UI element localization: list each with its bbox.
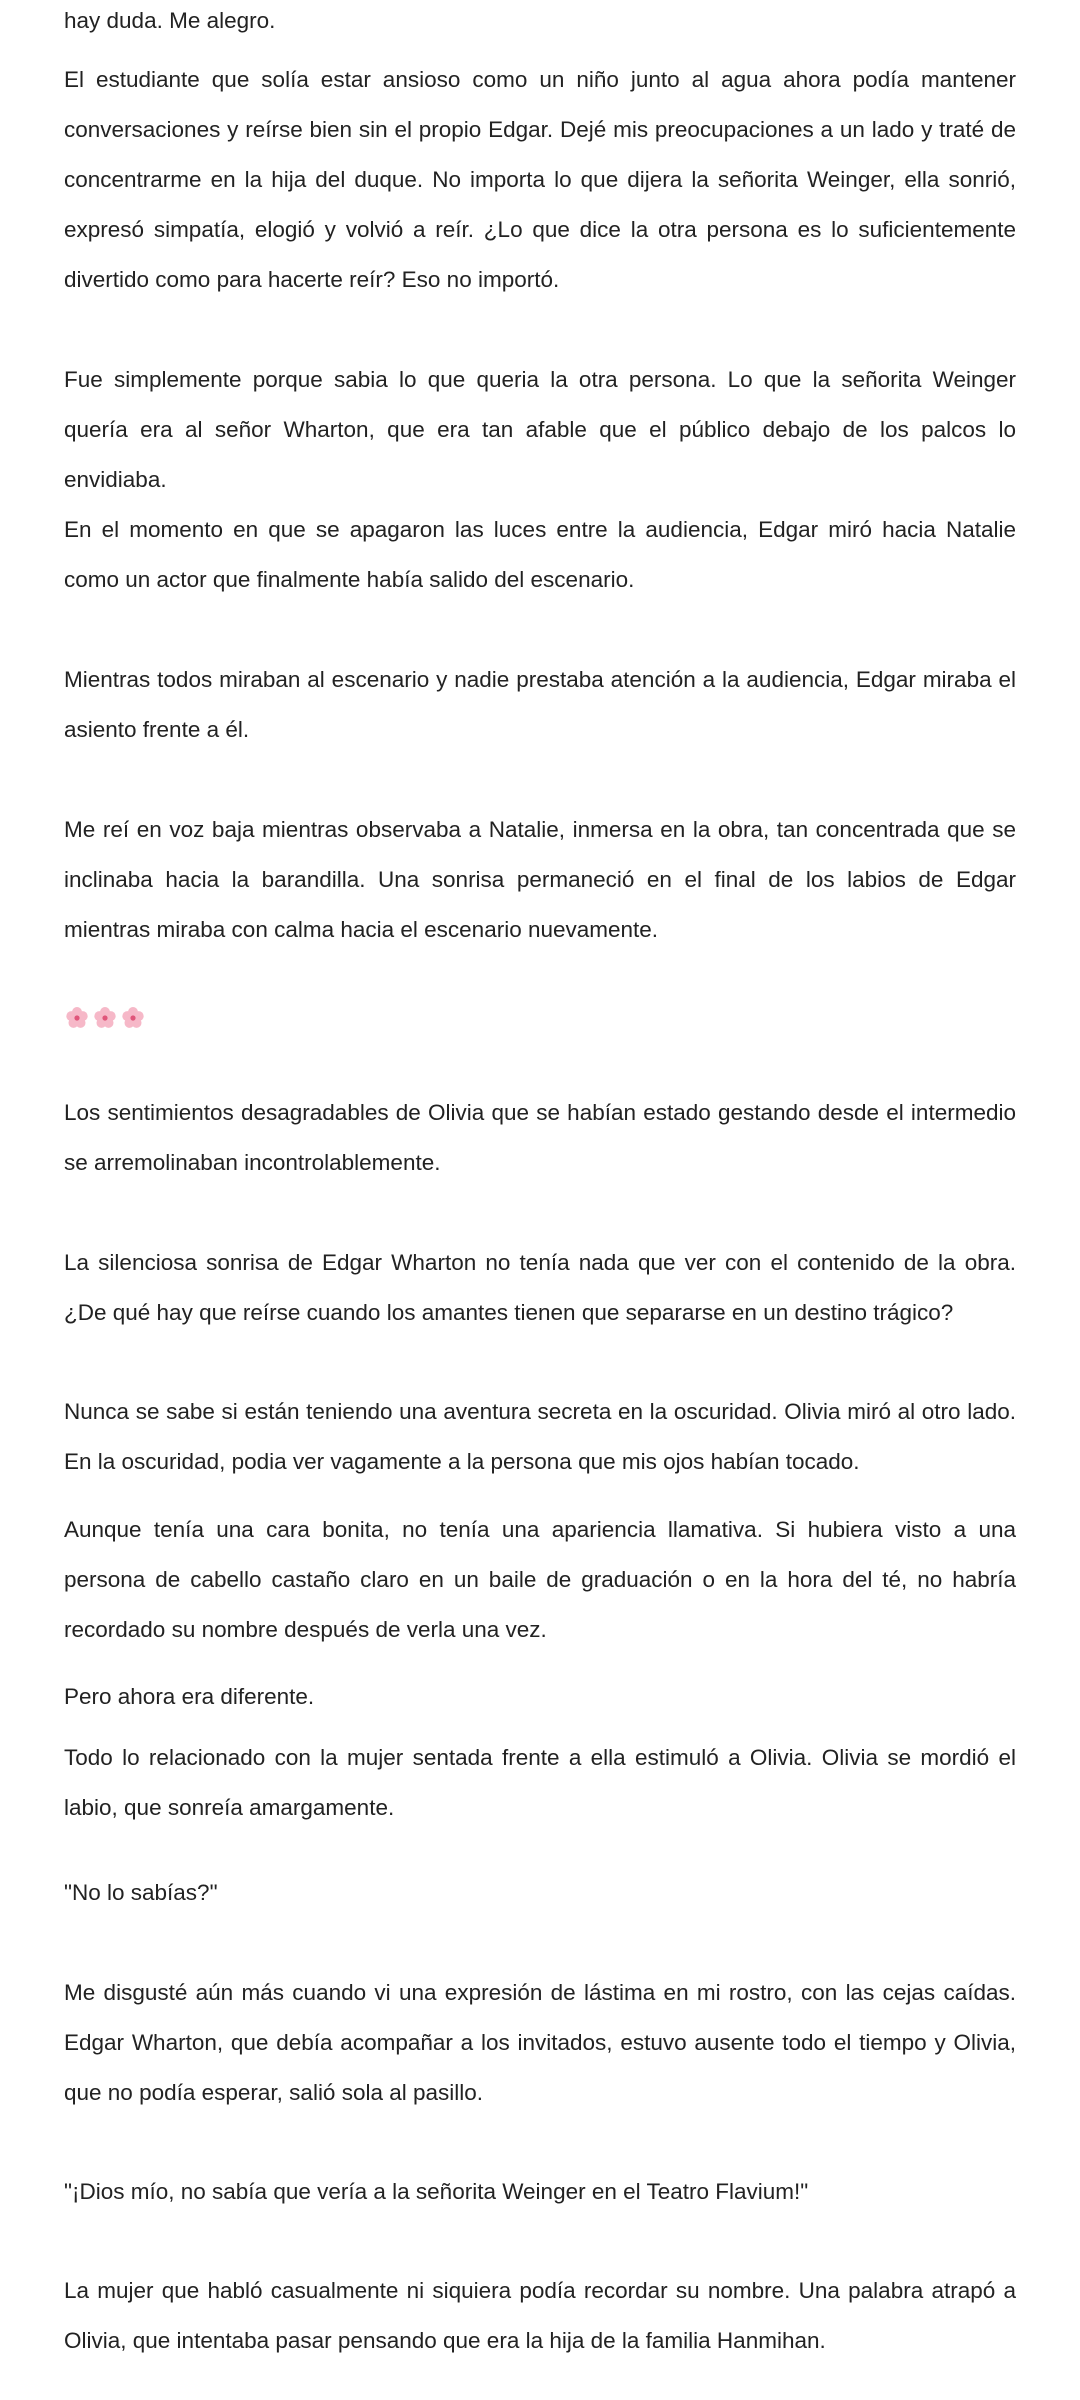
paragraph-1: hay duda. Me alegro. [64,8,276,33]
section-divider [64,1003,146,1033]
paragraph-2: El estudiante que solía estar ansioso como un niño junto al agua ahora podía mantener conversaciones y reírse bien sin el propio Edgar. Dejé mis preocupaciones a un lado y traté de concentrarme en la hija del duque. No importa lo que dijera la señorita Weinger, ella sonrió, expresó simpatía, elogió y volvió a reír. ¿Lo que dice la otra persona es lo suficientemente divertido como para hacerte reír? Eso no importó. [64,67,1016,292]
cherry-blossom-icon [92,1005,118,1031]
cherry-blossom-icon [120,1005,146,1031]
paragraph-10: Aunque tenía una cara bonita, no tenía una apariencia llamativa. Si hubiera visto a una persona de cabello castaño claro en un baile de graduación o en la hora del té, no habría recordado su nombre después de verla una vez. [64,1517,1016,1642]
cherry-blossom-icon [64,1005,90,1031]
paragraph-15: "¡Dios mío, no sabía que vería a la señorita Weinger en el Teatro Flavium!" [64,2179,809,2204]
paragraph-6: Me reí en voz baja mientras observaba a Natalie, inmersa en la obra, tan concentrada que se inclinaba hacia la barandilla. Una sonrisa permaneció en el final de los labios de Edgar mientras miraba con calma hacia el escenario nuevamente. [64,817,1016,942]
paragraph-13: "No lo sabías?" [64,1880,218,1905]
paragraph-8: La silenciosa sonrisa de Edgar Wharton no tenía nada que ver con el contenido de la obra. ¿De qué hay que reírse cuando los amantes tienen que separarse en un destino trágico? [64,1250,1016,1325]
paragraph-7: Los sentimientos desagradables de Olivia que se habían estado gestando desde el intermedio se arremolinaban incontrolablemente. [64,1100,1016,1175]
paragraph-12: Todo lo relacionado con la mujer sentada frente a ella estimuló a Olivia. Olivia se mordió el labio, que sonreía amargamente. [64,1745,1016,1820]
paragraph-14: Me disgusté aún más cuando vi una expresión de lástima en mi rostro, con las cejas caídas. Edgar Wharton, que debía acompañar a los invitados, estuvo ausente todo el tiempo y Olivia, que no podía esperar, salió sola al pasillo. [64,1980,1016,2105]
paragraph-9: Nunca se sabe si están teniendo una aventura secreta en la oscuridad. Olivia miró al otro lado. En la oscuridad, podia ver vagamente a la persona que mis ojos habían tocado. [64,1399,1016,1474]
paragraph-16: La mujer que habló casualmente ni siquiera podía recordar su nombre. Una palabra atrapó a Olivia, que intentaba pasar pensando que era la hija de la familia Hanmihan. [64,2278,1016,2353]
paragraph-4: En el momento en que se apagaron las luces entre la audiencia, Edgar miró hacia Natalie como un actor que finalmente había salido del escenario. [64,517,1016,592]
paragraph-11: Pero ahora era diferente. [64,1684,315,1709]
paragraph-5: Mientras todos miraban al escenario y nadie prestaba atención a la audiencia, Edgar miraba el asiento frente a él. [64,667,1016,742]
paragraph-3: Fue simplemente porque sabia lo que queria la otra persona. Lo que la señorita Weinger quería era al señor Wharton, que era tan afable que el público debajo de los palcos lo envidiaba. [64,367,1016,492]
